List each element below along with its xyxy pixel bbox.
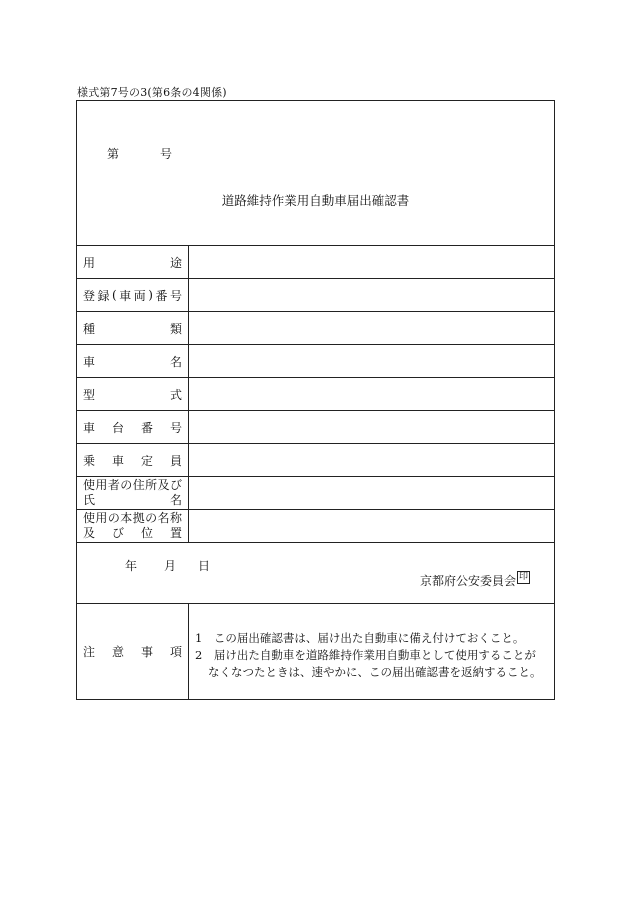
field-row (77, 312, 554, 345)
field-value[interactable] (189, 312, 554, 344)
field-label (77, 444, 189, 476)
label-char: 類 (169, 321, 182, 336)
field-label (77, 312, 189, 344)
label-line (83, 511, 182, 526)
label-char: 称 (169, 511, 182, 525)
document-title: 道路維持作業用自動車届出確認書 (221, 193, 410, 208)
field-row (77, 378, 554, 411)
label-char: 本 (120, 511, 133, 525)
field-value[interactable] (189, 510, 554, 542)
label-char: 番 (155, 288, 168, 303)
field-row (77, 477, 554, 510)
label-line (83, 526, 182, 541)
label-char: 使 (83, 478, 96, 492)
label-char: 途 (169, 255, 182, 270)
label-char: 名 (169, 354, 182, 369)
notes-label (77, 604, 189, 699)
date-month-label: 月 (164, 559, 177, 573)
field-label (77, 510, 189, 542)
label-char: 車 (83, 354, 96, 369)
field-row (77, 510, 554, 543)
label-char: 用 (95, 511, 108, 525)
label-char: ( (112, 288, 117, 302)
notes-content (189, 630, 554, 681)
field-value[interactable] (189, 279, 554, 311)
form-header (77, 101, 554, 246)
label-char: 号 (169, 288, 182, 303)
label-char: 車 (119, 288, 132, 303)
field-row (77, 411, 554, 444)
label-char: び (169, 478, 182, 492)
field-value[interactable] (189, 246, 554, 278)
label-char: 置 (169, 526, 182, 540)
number-suffix: 号 (160, 147, 173, 161)
date-issuer-area (77, 541, 554, 604)
note-item-2: 2 届け出た自動車を道路維持作業用自動車として使用することが (195, 648, 536, 662)
date-year-label: 年 (125, 559, 138, 573)
field-row (77, 246, 554, 279)
field-label (77, 378, 189, 410)
field-row (77, 444, 554, 477)
label-char: 位 (140, 526, 153, 540)
label-char: 名 (169, 493, 182, 507)
label-char: 台 (111, 420, 124, 435)
label-char: 乗 (83, 453, 96, 468)
label-char: 及 (83, 526, 96, 540)
form-caption: 様式第7号の3(第6条の4関係) (77, 86, 227, 99)
label-char: 型 (83, 387, 96, 402)
label-char: 登 (83, 288, 96, 303)
label-char: 定 (140, 453, 153, 468)
label-char: 項 (169, 645, 182, 659)
label-char: 拠 (132, 511, 145, 525)
note-item-2-continued: なくなつたときは、速やかに、この届出確認書を返納すること。 (208, 665, 542, 679)
label-char: 車 (111, 453, 124, 468)
label-char: 及 (157, 478, 170, 492)
label-char: 意 (111, 645, 124, 659)
field-row (77, 345, 554, 378)
label-char: び (111, 526, 124, 540)
field-value[interactable] (189, 477, 554, 509)
label-char: 使 (83, 511, 96, 525)
label-char: 両 (133, 288, 146, 303)
field-label (77, 345, 189, 377)
field-label (77, 477, 189, 509)
label-char: ) (148, 288, 153, 302)
label-char: 者 (107, 478, 120, 492)
note-item-1: 1 この届出確認書は、届け出た自動車に備え付けておくこと。 (195, 631, 525, 645)
field-label (77, 246, 189, 278)
field-value[interactable] (189, 411, 554, 443)
label-char: 事 (140, 645, 153, 659)
issuer-name: 京都府公安委員会 (419, 574, 516, 588)
notes-section (77, 604, 554, 699)
label-char: 車 (83, 420, 96, 435)
label-char: 号 (169, 420, 182, 435)
label-char: の (145, 511, 158, 525)
label-line (83, 478, 182, 493)
label-char: 住 (132, 478, 145, 492)
field-label (77, 279, 189, 311)
label-char: 注 (83, 645, 96, 659)
label-char: 所 (145, 478, 158, 492)
label-char: 員 (169, 453, 182, 468)
field-value[interactable] (189, 378, 554, 410)
label-char: 式 (169, 387, 182, 402)
label-char: 名 (157, 511, 170, 525)
date-day-label: 日 (198, 559, 211, 573)
number-prefix: 第 (107, 147, 120, 161)
field-row (77, 279, 554, 312)
label-char: 種 (83, 321, 96, 336)
label-line (83, 493, 182, 508)
label-char: 氏 (83, 493, 96, 507)
label-char: 用 (83, 255, 96, 270)
field-value[interactable] (189, 444, 554, 476)
label-char: の (107, 511, 120, 525)
label-char: 番 (140, 420, 153, 435)
field-value[interactable] (189, 345, 554, 377)
confirmation-form (76, 100, 555, 700)
label-char: 用 (95, 478, 108, 492)
field-label (77, 411, 189, 443)
seal-mark: 印 (518, 572, 528, 582)
label-char: 録 (97, 288, 110, 303)
label-char: の (120, 478, 133, 492)
